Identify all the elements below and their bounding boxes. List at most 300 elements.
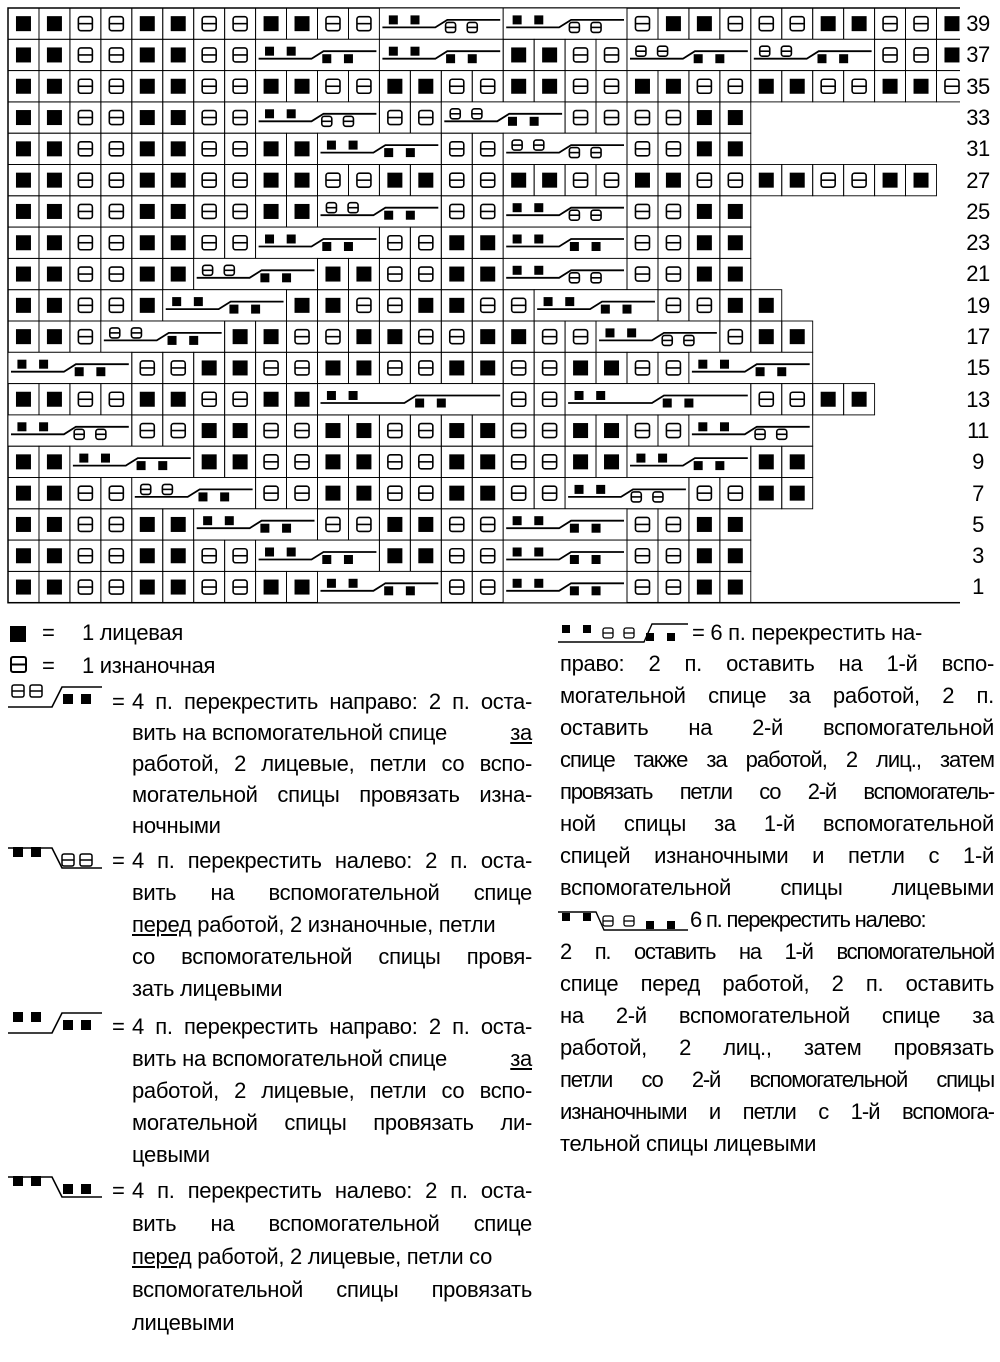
glyph6-knit-mark: [646, 921, 654, 929]
cable-knit-mark: [513, 266, 522, 275]
knit-stitch: [16, 298, 31, 313]
cable-knit-mark: [570, 242, 579, 251]
knit-stitch: [171, 79, 186, 94]
cable-knit-mark: [534, 579, 543, 588]
legend-cable1-line2: [132, 718, 532, 748]
knit-stitch: [697, 235, 712, 250]
knit-stitch: [387, 517, 402, 532]
glyph6-knit-mark: [562, 625, 570, 633]
cable-knit-mark: [203, 516, 212, 525]
knit-stitch: [47, 580, 62, 595]
cable-knit-mark: [344, 555, 353, 564]
knit-stitch: [697, 16, 712, 31]
knit-stitch: [171, 141, 186, 156]
knit-stitch: [790, 329, 805, 344]
knit-stitch: [47, 141, 62, 156]
knit-stitch: [387, 79, 402, 94]
knit-stitch: [140, 16, 155, 31]
knit-stitch: [140, 204, 155, 219]
cable-knit-mark: [839, 54, 848, 63]
row-number: 13: [966, 386, 990, 412]
legend-cable2-line4: со вспомогательной спицы провя-: [132, 944, 532, 969]
cable-knit-mark: [17, 360, 26, 369]
cable-knit-mark: [698, 360, 707, 369]
cable-knit-mark: [570, 555, 579, 564]
chart-row: [8, 321, 813, 352]
cable-knit-mark: [777, 367, 786, 376]
legend-cable6-line8: тельной спицы лицевыми: [560, 1131, 817, 1156]
cable-knit-mark: [327, 579, 336, 588]
knit-stitch: [47, 267, 62, 282]
knit-stitch: [480, 329, 495, 344]
glyph-knit-mark: [31, 1012, 41, 1022]
knit-stitch: [728, 517, 743, 532]
cable-right-knit-icon: [6, 1008, 106, 1038]
knitting-chart: [0, 0, 960, 606]
legend-cable3-line2a: вить на вспомогательной спице: [132, 1046, 447, 1071]
cable-knit-mark: [534, 15, 543, 24]
cable-knit-mark: [684, 399, 693, 408]
row-number: 19: [966, 292, 990, 318]
knit-stitch: [325, 423, 340, 438]
cable-knit-mark: [513, 15, 522, 24]
knit-stitch: [759, 329, 774, 344]
knit-stitch: [697, 204, 712, 219]
cable-knit-mark: [410, 47, 419, 56]
cable-knit-mark: [596, 485, 605, 494]
knit-stitch: [418, 298, 433, 313]
knit-stitch: [264, 79, 279, 94]
legend-cable1-line1: 4 п. перекрестить направо: 2 п. оста-: [132, 689, 532, 714]
knit-stitch: [140, 173, 155, 188]
knit-stitch: [16, 16, 31, 31]
knit-stitch: [604, 454, 619, 469]
cable-knit-mark: [75, 367, 84, 376]
knit-stitch: [728, 110, 743, 125]
knit-stitch: [666, 173, 681, 188]
knit-stitch: [480, 423, 495, 438]
row-number: 21: [966, 261, 990, 287]
knit-stitch: [47, 173, 62, 188]
cable-knit-mark: [592, 555, 601, 564]
knit-stitch: [542, 79, 557, 94]
legend-cable5-line9: вспомогательной спицы лицевыми: [560, 875, 994, 900]
knit-stitch: [387, 548, 402, 563]
cable-stitch: [503, 571, 627, 602]
row-number: 31: [966, 136, 990, 162]
cable-knit-mark: [137, 461, 146, 470]
cable-stitch: [503, 8, 627, 39]
cable-knit-mark: [327, 141, 336, 150]
legend-cable3-line2: [132, 1044, 532, 1074]
knit-stitch: [759, 79, 774, 94]
knit-stitch: [604, 423, 619, 438]
cable-knit-mark: [229, 305, 238, 314]
knit-stitch: [16, 141, 31, 156]
knit-stitch: [171, 47, 186, 62]
legend-purl-eq: =: [42, 653, 55, 678]
glyph-knit-mark: [63, 1184, 73, 1194]
knit-stitch: [47, 548, 62, 563]
knit-stitch: [16, 47, 31, 62]
cable-knit-mark: [287, 234, 296, 243]
cable-knit-mark: [384, 211, 393, 220]
knit-stitch: [295, 173, 310, 188]
knit-stitch: [449, 486, 464, 501]
knit-stitch: [480, 267, 495, 282]
cable-knit-mark: [349, 391, 358, 400]
row-number: 27: [966, 167, 990, 193]
knit-stitch: [140, 47, 155, 62]
knit-stitch: [542, 173, 557, 188]
legend-cable1-eq: =: [112, 689, 125, 714]
cable-stitch: [70, 446, 194, 477]
legend-cable6-line2: 2 п. оставить на 1-й вспомогательной: [560, 939, 994, 964]
row-number: 11: [967, 417, 989, 443]
knit-stitch: [728, 204, 743, 219]
knit-stitch: [511, 47, 526, 62]
knit-stitch: [16, 204, 31, 219]
knit-stitch: [418, 548, 433, 563]
legend-cable5-line2: право: 2 п. оставить на 1-й вспо-: [560, 651, 994, 676]
cable-knit-mark: [623, 305, 632, 314]
cable-knit-mark: [592, 524, 601, 533]
cable-stitch: [503, 509, 627, 540]
legend-cable3-line3: работой, 2 лицевые, петли со вспо-: [132, 1078, 532, 1103]
knit-stitch: [140, 267, 155, 282]
knit-stitch: [728, 580, 743, 595]
glyph-knit-mark: [81, 1020, 91, 1030]
glyph6-knit-mark: [562, 913, 570, 921]
knit-stitch: [666, 79, 681, 94]
cable-stitch: [534, 290, 658, 321]
knit-stitch: [325, 454, 340, 469]
knit-stitch: [573, 454, 588, 469]
knit-stitch: [47, 329, 62, 344]
knit-stitch: [47, 454, 62, 469]
knit-stitch: [16, 517, 31, 532]
cable-stitch: [627, 446, 751, 477]
knit-stitch: [728, 548, 743, 563]
knit-stitch: [295, 580, 310, 595]
legend-cable2-pered: перед: [132, 912, 192, 937]
knit-stitch: [47, 79, 62, 94]
knit-stitch: [356, 486, 371, 501]
cable-knit-mark: [446, 54, 455, 63]
cable-knit-mark: [756, 367, 765, 376]
knit-stitch: [418, 517, 433, 532]
cable-knit-mark: [658, 454, 667, 463]
knit-stitch: [264, 173, 279, 188]
knit-stitch: [47, 16, 62, 31]
knit-stitch: [573, 360, 588, 375]
cable-knit-mark: [96, 367, 105, 376]
legend-cable6-line3: спице перед работой, 2 п. оставить: [560, 971, 994, 996]
knit-stitch: [697, 267, 712, 282]
cable-knit-mark: [534, 203, 543, 212]
cable-knit-mark: [570, 524, 579, 533]
knit-stitch: [418, 79, 433, 94]
row-number: 1: [972, 574, 984, 600]
legend-cable1-za: за: [510, 720, 532, 745]
legend-cable1-line5: ночными: [132, 813, 221, 838]
cable-knit-mark: [389, 47, 398, 56]
knit-stitch: [790, 173, 805, 188]
legend-cable3-line5: цевыми: [132, 1142, 210, 1167]
cable-stitch: [163, 290, 287, 321]
legend-cable4-eq: =: [112, 1178, 125, 1203]
cable-knit-mark: [513, 547, 522, 556]
cable-knit-mark: [534, 234, 543, 243]
legend-cable4-line2: вить на вспомогательной спице: [132, 1211, 532, 1236]
knit-stitch: [356, 329, 371, 344]
cable-knit-mark: [513, 234, 522, 243]
row-number: 5: [972, 511, 984, 537]
cable-stitch: [503, 258, 627, 289]
knit-stitch: [202, 454, 217, 469]
legend-purl-text: 1 изнаночная: [82, 653, 216, 678]
cable-knit-mark: [720, 360, 729, 369]
cable-knit-mark: [601, 305, 610, 314]
knit-stitch: [914, 79, 929, 94]
legend-cable4-line4: вспомогательной спицы провязать: [132, 1277, 532, 1302]
legend-cable3-za: за: [510, 1046, 532, 1071]
cable-knit-mark: [194, 297, 203, 306]
glyph6-knit-mark: [667, 921, 675, 929]
knit-stitch: [171, 110, 186, 125]
knit-stitch: [480, 486, 495, 501]
cable-6-stitch: [565, 384, 751, 415]
legend-cable3-line4: могательной спицы провязать ли-: [132, 1110, 532, 1135]
cable-knit-mark: [694, 461, 703, 470]
row-number: 23: [966, 230, 990, 256]
knit-stitch: [47, 235, 62, 250]
knit-stitch: [821, 16, 836, 31]
knit-stitch: [16, 548, 31, 563]
knit-stitch: [16, 173, 31, 188]
legend-cable4-line3: [132, 1242, 532, 1272]
cable-knit-mark: [544, 297, 553, 306]
knit-stitch: [16, 235, 31, 250]
legend-cable6-line7: изнаночными и петли с 1-й вспомога-: [560, 1099, 994, 1124]
cable-knit-mark: [198, 492, 207, 501]
knit-stitch: [697, 517, 712, 532]
cable-knit-mark: [406, 148, 415, 157]
legend-cable2-line5: зать лицевыми: [132, 976, 283, 1001]
purl-stitch-icon: [8, 654, 30, 676]
cable-knit-mark: [694, 54, 703, 63]
legend-cable4-line3b: работой, 2 лицевые, петли со: [191, 1244, 493, 1269]
legend-cable2-line3: [132, 910, 532, 940]
knit-stitch: [573, 423, 588, 438]
cable-knit-mark: [344, 54, 353, 63]
knit-stitch: [325, 360, 340, 375]
cable-stitch: [379, 39, 503, 70]
cable-knit-mark: [513, 516, 522, 525]
cable-6-left-icon: [556, 908, 696, 934]
cable-knit-mark: [287, 109, 296, 118]
cable-stitch: [318, 133, 442, 164]
legend-cable2-line3b: работой, 2 изнаночные, петли: [191, 912, 496, 937]
knit-stitch: [325, 486, 340, 501]
cable-knit-mark: [663, 399, 672, 408]
knit-stitch: [295, 204, 310, 219]
cable-knit-mark: [265, 109, 274, 118]
knit-stitch: [202, 423, 217, 438]
knit-stitch: [47, 486, 62, 501]
cable-knit-mark: [322, 242, 331, 251]
cable-knit-mark: [168, 336, 177, 345]
legend-cable4-pered: перед: [132, 1244, 192, 1269]
legend-cable5-line8: спицей изнаночными и петли с 1-й: [560, 843, 994, 868]
knit-stitch: [264, 329, 279, 344]
cable-knit-mark: [17, 422, 26, 431]
legend-cable3-line1: 4 п. перекрестить направо: 2 п. оста-: [132, 1014, 532, 1039]
cable-stitch: [256, 227, 380, 258]
row-number: 3: [972, 543, 984, 569]
cable-knit-mark: [596, 391, 605, 400]
knit-stitch: [47, 47, 62, 62]
row-number: 37: [966, 42, 990, 68]
cable-knit-mark: [79, 454, 88, 463]
knit-stitch: [697, 580, 712, 595]
knit-stitch: [16, 486, 31, 501]
cable-knit-mark: [220, 492, 229, 501]
knit-stitch: [171, 548, 186, 563]
glyph-knit-mark: [63, 694, 73, 704]
cable-knit-mark: [575, 485, 584, 494]
cable-stitch: [256, 102, 380, 133]
knit-stitch: [171, 235, 186, 250]
knit-stitch: [356, 454, 371, 469]
knit-stitch: [140, 392, 155, 407]
knit-stitch: [171, 16, 186, 31]
cable-stitch: [318, 571, 442, 602]
knit-stitch: [883, 79, 898, 94]
cable-knit-mark: [265, 234, 274, 243]
knit-stitch: [635, 173, 650, 188]
knit-stitch: [171, 517, 186, 532]
legend-cable1-line3: работой, 2 лицевые, петли со вспо-: [132, 751, 532, 776]
knit-stitch: [759, 173, 774, 188]
cable-knit-mark: [570, 586, 579, 595]
legend-cable4-line5: лицевыми: [132, 1310, 235, 1335]
cable-knit-mark: [389, 15, 398, 24]
knit-stitch: [666, 16, 681, 31]
knit-stitch: [449, 423, 464, 438]
cable-knit-mark: [406, 586, 415, 595]
knit-stitch: [16, 267, 31, 282]
knit-stitch: [264, 204, 279, 219]
knit-stitch: [821, 392, 836, 407]
cable-knit-mark: [344, 242, 353, 251]
knit-stitch: [697, 141, 712, 156]
cable-knit-mark: [468, 54, 477, 63]
cable-stitch: [565, 478, 689, 509]
knit-stitch: [171, 173, 186, 188]
knit-stitch: [171, 580, 186, 595]
cable-stitch: [596, 321, 720, 352]
knit-stitch: [16, 79, 31, 94]
cable-knit-mark: [225, 516, 234, 525]
cable-knit-mark: [415, 399, 424, 408]
row-number: 15: [966, 355, 990, 381]
knit-stitch: [264, 16, 279, 31]
legend-cable2-line1: 4 п. перекрестить налево: 2 п. оста-: [132, 848, 532, 873]
knit-stitch: [140, 548, 155, 563]
cable-knit-mark: [605, 328, 614, 337]
cable-knit-mark: [513, 579, 522, 588]
legend-cable5-line3: могательной спице за работой, 2 п.: [560, 683, 994, 708]
knit-stitch: [449, 235, 464, 250]
cable-stitch: [503, 196, 627, 227]
row-number: 25: [966, 198, 990, 224]
cable-stitch: [441, 102, 565, 133]
knit-stitch: [140, 110, 155, 125]
knit-stitch: [356, 360, 371, 375]
knit-stitch: [790, 454, 805, 469]
knit-stitch: [47, 110, 62, 125]
knit-stitch: [233, 329, 248, 344]
cable-stitch: [689, 352, 813, 383]
cable-knit-mark: [406, 211, 415, 220]
cable-knit-mark: [575, 391, 584, 400]
glyph6-knit-mark: [583, 913, 591, 921]
cable-knit-mark: [384, 148, 393, 157]
cable-knit-mark: [384, 586, 393, 595]
cable-knit-mark: [322, 54, 331, 63]
legend-cable5-line1: = 6 п. перекрестить на-: [692, 620, 922, 645]
knit-stitch: [759, 298, 774, 313]
cable-knit-mark: [410, 15, 419, 24]
cable-knit-mark: [265, 547, 274, 556]
cable-knit-mark: [282, 273, 291, 282]
cable-stitch: [8, 415, 132, 446]
knit-stitch: [356, 423, 371, 438]
knit-stitch: [604, 360, 619, 375]
legend-cable1-line4: могательной спицы провязать изна-: [132, 782, 532, 807]
knit-stitch: [295, 79, 310, 94]
cable-knit-mark: [172, 297, 181, 306]
knit-stitch: [16, 329, 31, 344]
chart-row: [8, 415, 813, 446]
knit-stitch: [16, 580, 31, 595]
glyph-knit-mark: [81, 1184, 91, 1194]
knit-stitch: [140, 580, 155, 595]
cable-stitch: [751, 39, 875, 70]
knit-stitch: [264, 580, 279, 595]
knit-stitch: [790, 79, 805, 94]
cable-left-knit-icon: [6, 1172, 106, 1202]
knit-stitch: [728, 141, 743, 156]
knit-stitch: [790, 486, 805, 501]
cable-knit-mark: [627, 328, 636, 337]
legend-cable2-line2: вить на вспомогательной спице: [132, 880, 532, 905]
glyph6-knit-mark: [583, 625, 591, 633]
knit-stitch: [418, 173, 433, 188]
knit-stitch: [449, 454, 464, 469]
knit-stitch: [233, 423, 248, 438]
cable-stitch: [318, 196, 442, 227]
chart-row: [8, 352, 813, 383]
cable-stitch: [689, 415, 813, 446]
legend-cable6-line5: работой, 2 лиц., затем провязать: [560, 1035, 994, 1060]
knit-stitch: [47, 204, 62, 219]
cable-knit-mark: [437, 399, 446, 408]
knit-stitch-icon: [8, 624, 30, 646]
knit-stitch: [325, 267, 340, 282]
row-number: 35: [966, 73, 990, 99]
